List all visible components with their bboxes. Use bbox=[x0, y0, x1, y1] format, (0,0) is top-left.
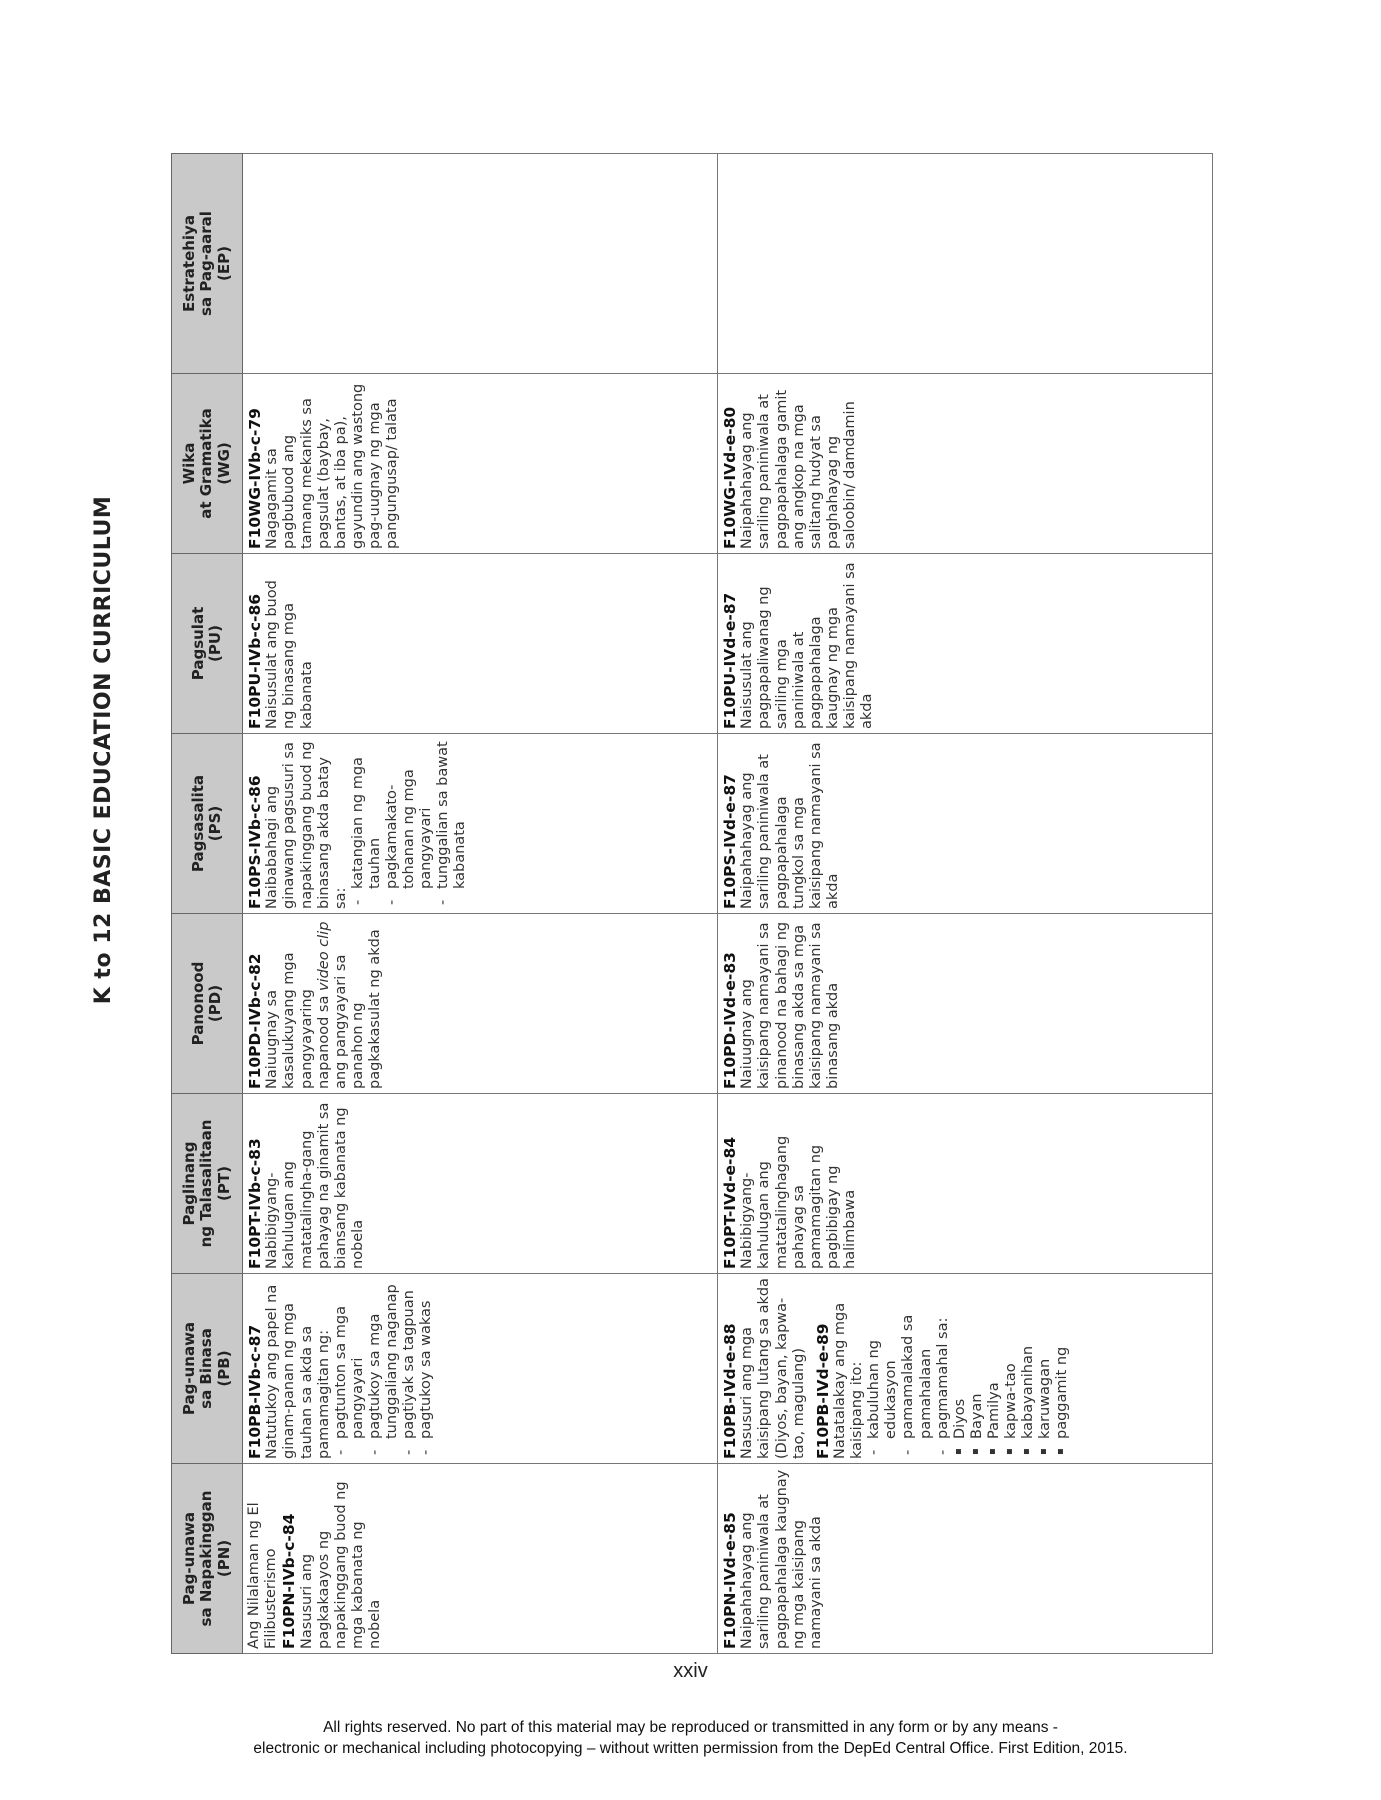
list-item: - pagmamahal sa: bbox=[935, 1278, 952, 1439]
header-pu: Pagsulat (PU) bbox=[172, 554, 243, 734]
list-item: - pagtukoy sa wakas bbox=[418, 1278, 435, 1439]
cell-pu: F10PU-IVd-e-87 Naisusulat ang pagpapaliwanag ng sariling mga paniniwala at pagpapahalaga kaugnay ng mga kaisipang namayani sa akda bbox=[718, 554, 1213, 734]
list-item: ▪ karuwagan bbox=[1037, 1278, 1054, 1439]
cell-pd: F10PD-IVd-e-83 Naiuugnay ang kaisipang namayani sa pinanood na bahagi ng binasang akda sa mga kaisipang namayani sa binasang akda bbox=[718, 914, 1213, 1094]
list-item: - pagtunton sa mga pangyayari bbox=[333, 1278, 367, 1439]
table-row bbox=[718, 154, 1213, 1654]
cell-ps: F10PS-IVb-c-86 Naibabahagi ang ginawang pagsusuri sa napakinggang buod ng binasang akda batay sa: - katangian ng mga tauhan - pagkamakato-tohanan ng mga pangyayari - tunggalian sa bawat kabanata bbox=[243, 734, 718, 914]
list-item: - pamamalakad sa pamahalaan bbox=[900, 1278, 934, 1439]
pb-list-2 bbox=[866, 1278, 952, 1459]
list-item: ▪ paggamit ng bbox=[1054, 1278, 1071, 1439]
cell-pn: Ang Nilalaman ng El Filibusterismo F10PN-IVb-c-84 Nasusuri ang pagkakaayos ng napakinggang buod ng mga kabanata ng nobela bbox=[243, 1464, 718, 1654]
list-item: ▪ kabayanihan bbox=[1020, 1278, 1037, 1439]
list-item: ▪ kapwa-tao bbox=[1003, 1278, 1020, 1439]
header-pn: Pag-unawa sa Napakinggan (PN) bbox=[172, 1464, 243, 1654]
list-item: ▪ Diyos bbox=[952, 1278, 969, 1439]
cell-pt: F10PT-IVb-c-83 Nabibigyang-kahulugan ang matatalingha-gang pahayag na ginamit sa biansang kabanata ng nobela bbox=[243, 1094, 718, 1274]
cell-pn: F10PN-IVd-e-85 Naipahahayag ang sariling paniniwala at pagpapahalaga kaugnay ng mga kaisipang namayani sa akda bbox=[718, 1464, 1213, 1654]
cell-wg: F10WG-IVd-e-80 Naipahahayag ang sariling paniniwala at pagpapahalaga gamit ang angkop na mga salitang hudyat sa paghahayag ng saloobin/ damdamin bbox=[718, 374, 1213, 554]
header-pt: Paglinang ng Talasalitaan (PT) bbox=[172, 1094, 243, 1274]
header-wg: Wika at Gramatika (WG) bbox=[172, 374, 243, 554]
curriculum-table-container bbox=[171, 154, 1213, 1654]
list-item: ▪ Pamilya bbox=[986, 1278, 1003, 1439]
cell-ep bbox=[718, 154, 1213, 374]
cell-pu: F10PU-IVb-c-86 Naisusulat ang buod ng binasang mga kabanata bbox=[243, 554, 718, 734]
footer-line-1: All rights reserved. No part of this material may be reproduced or transmitted in any form or by any means - bbox=[323, 1719, 1058, 1736]
header-row bbox=[172, 154, 243, 1654]
pb-sublist bbox=[952, 1278, 1072, 1459]
table-row bbox=[243, 154, 718, 1654]
cell-pd: F10PD-IVb-c-82 Naiuugnay sa kasalukuyang mga pangyayaring napanood sa video clip ang pangyayari sa panahon ng pagkakasulat ng akda bbox=[243, 914, 718, 1094]
header-ep: Estratehiya sa Pag-aaral (EP) bbox=[172, 154, 243, 374]
curriculum-table bbox=[171, 153, 1213, 1654]
cell-ep bbox=[243, 154, 718, 374]
cell-wg: F10WG-IVb-c-79 Nagagamit sa pagbubuod ang tamang mekaniks sa pagsulat (baybay, bantas, at iba pa), gayundin ang wastong pag-uugnay ng mga pangungusap/ talata bbox=[243, 374, 718, 554]
cell-ps: F10PS-IVd-e-87 Naipahahayag ang sariling paniniwala at pagpapahalaga tungkol sa mga kaisipang namayani sa akda bbox=[718, 734, 1213, 914]
list-item: ▪ Bayan bbox=[969, 1278, 986, 1439]
header-ps: Pagsasalita (PS) bbox=[172, 734, 243, 914]
list-item: - katangian ng mga tauhan bbox=[350, 738, 384, 889]
list-item: - tunggalian sa bawat kabanata bbox=[435, 738, 469, 889]
cell-pt: F10PT-IVd-e-84 Nabibigyang-kahulugan ang matatalinghagang pahayag sa pamamagitan ng pagbibigay ng halimbawa bbox=[718, 1094, 1213, 1274]
cell-pb: F10PB-IVb-c-87 Natutukoy ang papel na ginam-panan ng mga tauhan sa akda sa pamamagitan ng: - pagtunton sa mga pangyayari - pagtukoy sa mga tunggaliang naganap - pagtiyak sa tagpuan - pagtukoy sa wakas bbox=[243, 1274, 718, 1464]
header-pb: Pag-unawa sa Binasa (PB) bbox=[172, 1274, 243, 1464]
list-item: - pagtiyak sa tagpuan bbox=[401, 1278, 418, 1439]
list-item: - pagtukoy sa mga tunggaliang naganap bbox=[367, 1278, 401, 1439]
cell-pb: F10PB-IVd-e-88 Nasusuri ang mga kaisipang lutang sa akda (Diyos, bayan, kapwa-tao, magulang) F10PB-IVd-e-89 Natatalakay ang mga kaisipang ito: - kabuluhan ng edukasyon - pamamalakad sa pamahalaan - pagmamahal sa: ▪ Diyos ▪ Bayan ▪ Pamilya ▪ kapwa-tao ▪ kabayanihan ▪ karuwagan ▪ paggamit ng bbox=[718, 1274, 1213, 1464]
pb-list bbox=[333, 1278, 436, 1459]
list-item: - kabuluhan ng edukasyon bbox=[866, 1278, 900, 1439]
ps-list bbox=[350, 738, 470, 909]
footer-copyright bbox=[0, 1718, 1381, 1760]
footer-line-2: electronic or mechanical including photocopying – without written permission from the DepEd Central Office. First Edition, 2015. bbox=[253, 1739, 1128, 1757]
list-item: - pagkamakato-tohanan ng mga pangyayari bbox=[384, 738, 435, 889]
page-number: xxiv bbox=[673, 1660, 708, 1682]
header-pd: Panonood (PD) bbox=[172, 914, 243, 1094]
page-title: K to 12 BASIC EDUCATION CURRICULUM bbox=[91, 495, 116, 1005]
